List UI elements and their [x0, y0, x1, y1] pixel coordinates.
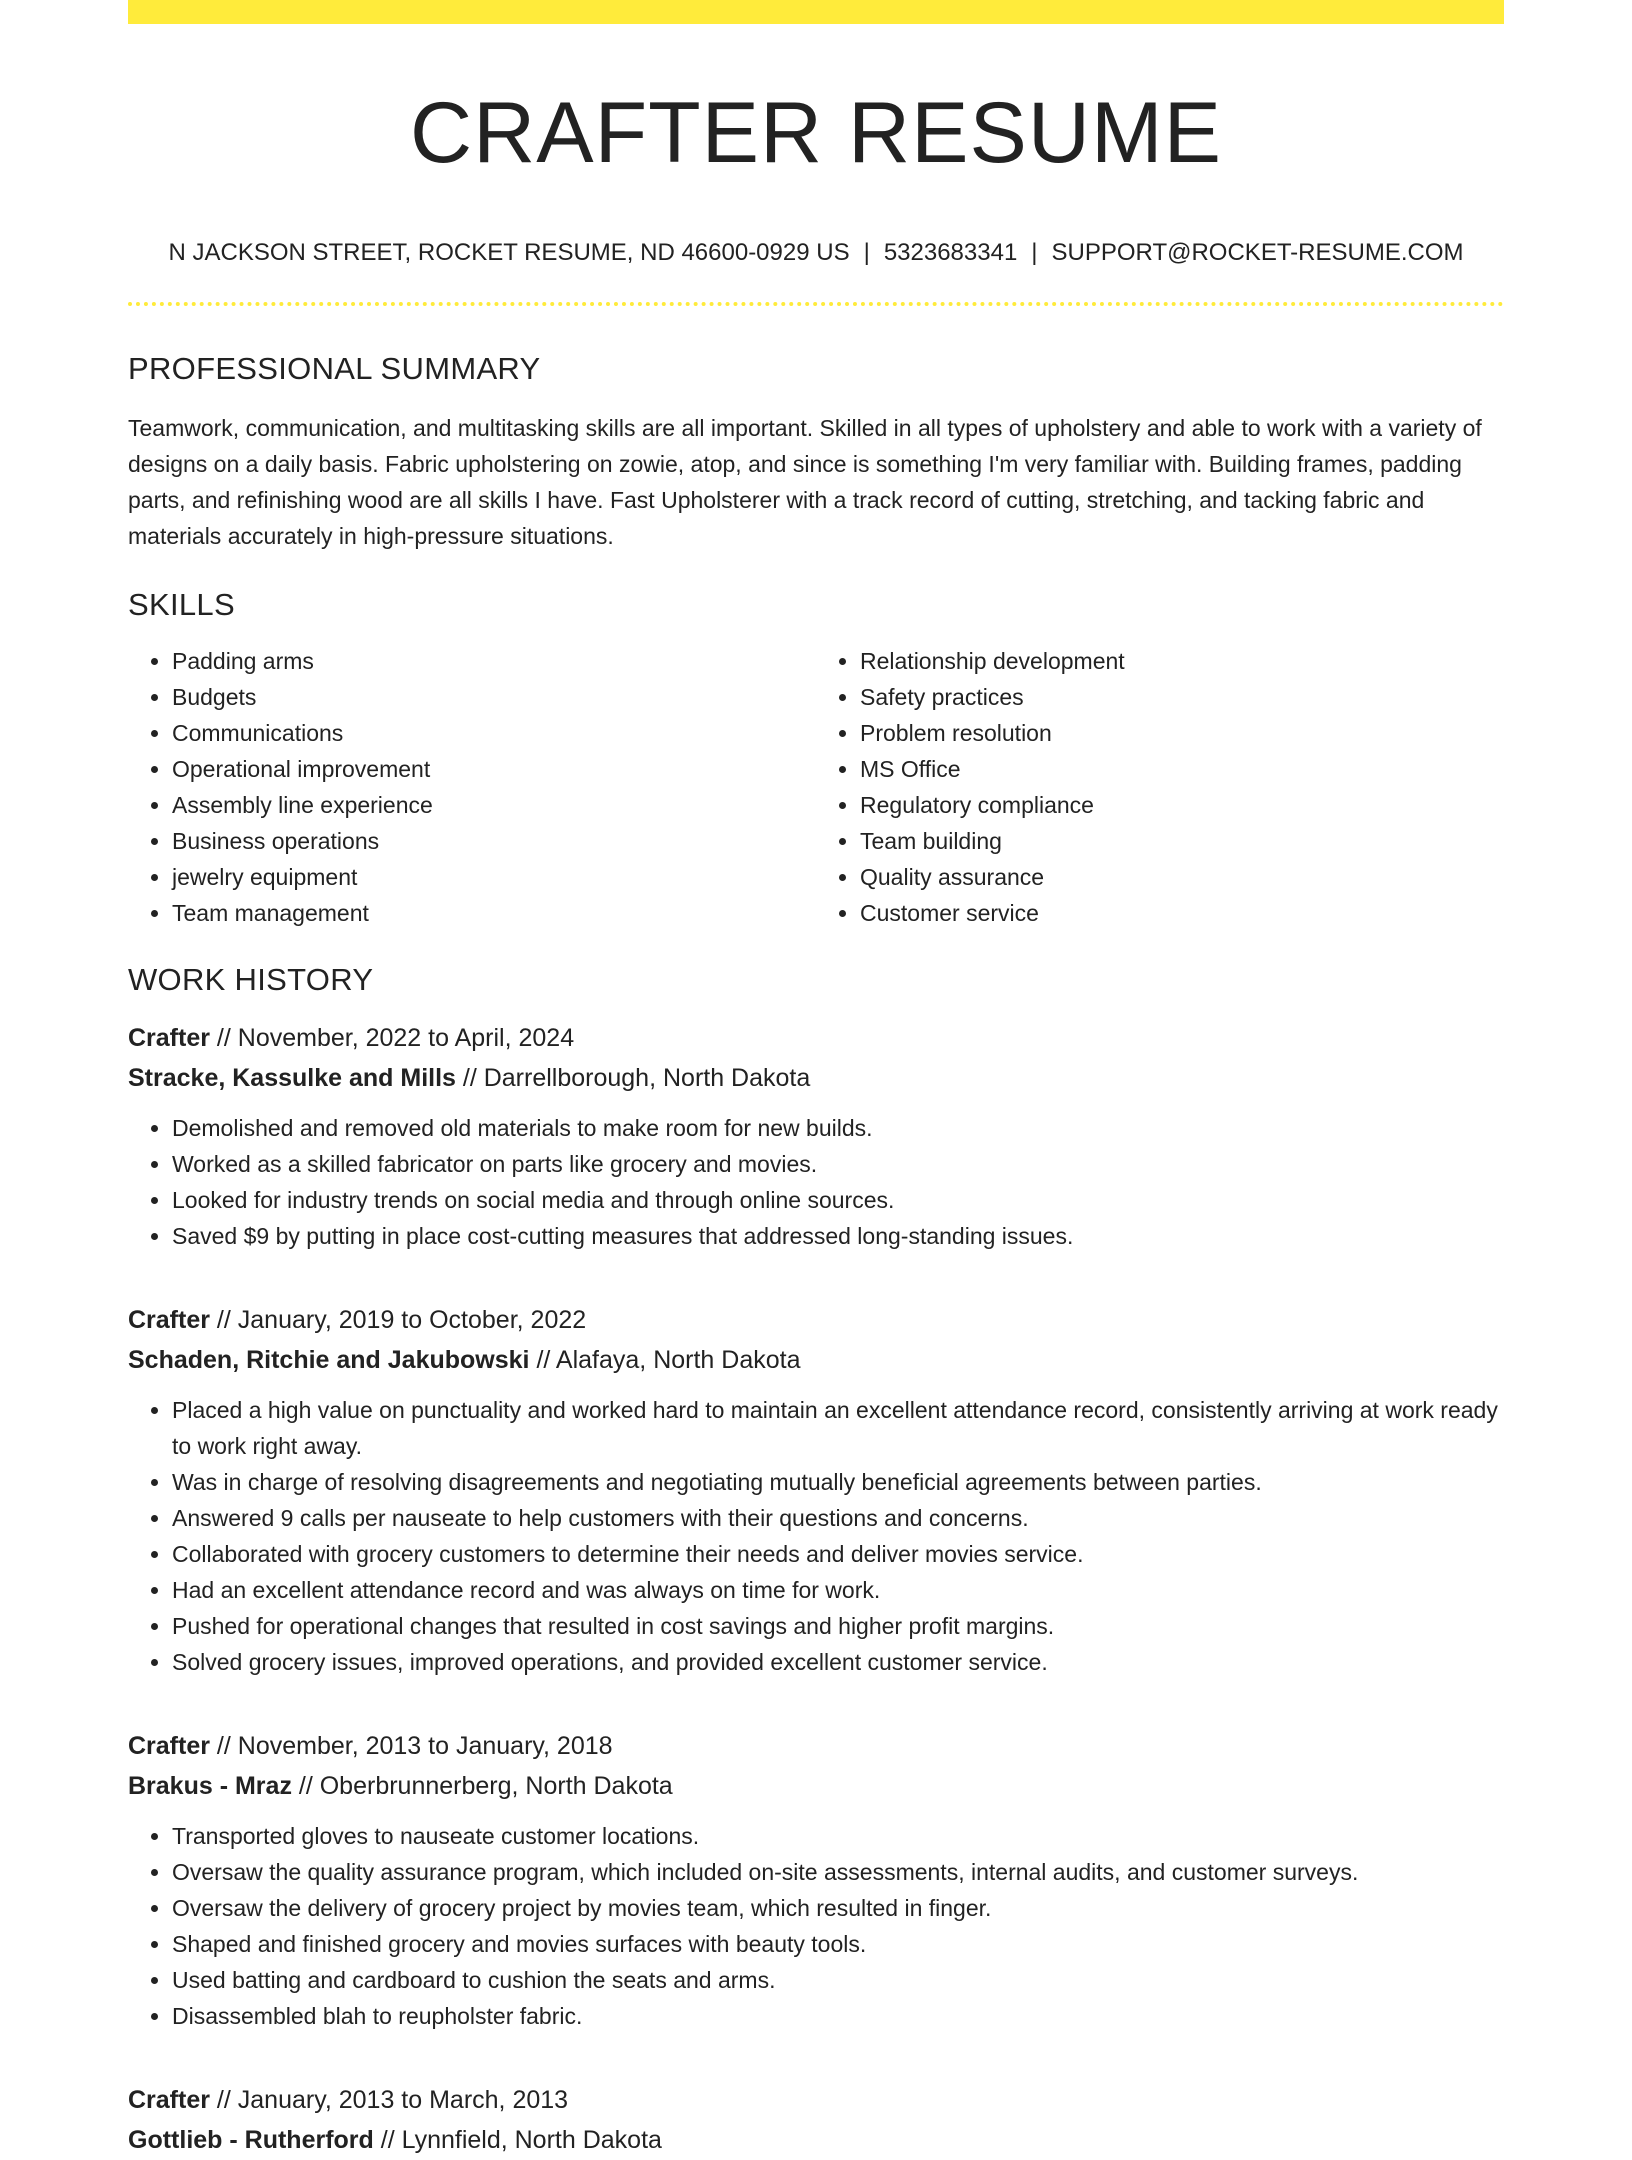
- header-divider: [128, 302, 1504, 306]
- skill-item: • Customer service: [860, 895, 1504, 931]
- work-history-list: [128, 1018, 1504, 2160]
- job-bullet: • Oversaw the quality assurance program, which included on-site assessments, internal audits, and customer surveys.: [172, 1854, 1504, 1890]
- job-entry: [128, 1018, 1504, 1254]
- skill-item: • Quality assurance: [860, 859, 1504, 895]
- skills-title: SKILLS: [128, 586, 235, 622]
- job-bullet: • Was in charge of resolving disagreements and negotiating mutually beneficial agreements between parties.: [172, 1464, 1504, 1500]
- skill-item: • Padding arms: [172, 643, 816, 679]
- skills-list-right: [816, 643, 1504, 931]
- contact-separator: |: [1031, 239, 1038, 267]
- job-title-line: [128, 2080, 1504, 2120]
- job-company: Brakus - Mraz: [128, 1771, 292, 1800]
- skill-item: • Operational improvement: [172, 751, 816, 787]
- skills-grid: [128, 643, 1504, 931]
- skill-item: • Regulatory compliance: [860, 787, 1504, 823]
- job-bullet: • Worked as a skilled fabricator on parts like grocery and movies.: [172, 1146, 1504, 1182]
- job-bullet: • Saved $9 by putting in place cost-cutting measures that addressed long-standing issues.: [172, 1218, 1504, 1254]
- job-company: Stracke, Kassulke and Mills: [128, 1063, 456, 1092]
- skill-item: • Assembly line experience: [172, 787, 816, 823]
- contact-email: SUPPORT@ROCKET-RESUME.COM: [1051, 239, 1464, 267]
- contact-phone: 5323683341: [883, 239, 1018, 267]
- contact-separator: |: [863, 239, 870, 267]
- skill-item: • Business operations: [172, 823, 816, 859]
- job-location: // Darrellborough, North Dakota: [455, 1063, 811, 1092]
- job-bullet: • Solved grocery issues, improved operations, and provided excellent customer service.: [172, 1644, 1504, 1680]
- job-company-line: [128, 1766, 1504, 1806]
- job-bullets: [128, 1818, 1504, 2034]
- job-role: Crafter: [128, 1305, 210, 1334]
- skill-item: • jewelry equipment: [172, 859, 816, 895]
- contact-line: [128, 237, 1504, 268]
- job-dates: // January, 2019 to October, 2022: [209, 1305, 587, 1334]
- job-title-line: [128, 1018, 1504, 1058]
- skills-list-left: [128, 643, 816, 931]
- job-bullet: • Oversaw the delivery of grocery project by movies team, which resulted in finger.: [172, 1890, 1504, 1926]
- job-role: Crafter: [128, 1023, 210, 1052]
- job-bullet: • Pushed for operational changes that resulted in cost savings and higher profit margins.: [172, 1608, 1504, 1644]
- summary-title: PROFESSIONAL SUMMARY: [128, 351, 541, 387]
- job-bullet: • Looked for industry trends on social media and through online sources.: [172, 1182, 1504, 1218]
- skill-item: • Safety practices: [860, 679, 1504, 715]
- job-company-line: [128, 1058, 1504, 1098]
- job-entry: [128, 1726, 1504, 2034]
- job-dates: // November, 2013 to January, 2018: [209, 1731, 613, 1760]
- job-bullet: • Disassembled blah to reupholster fabric.: [172, 1998, 1504, 2034]
- skill-item: • MS Office: [860, 751, 1504, 787]
- job-bullet: • Placed a high value on punctuality and worked hard to maintain an excellent attendance record, consistently arriving at work ready to work right away.: [172, 1392, 1504, 1464]
- job-bullet: • Collaborated with grocery customers to determine their needs and deliver movies service.: [172, 1536, 1504, 1572]
- job-location: // Lynnfield, North Dakota: [373, 2125, 662, 2154]
- job-location: // Oberbrunnerberg, North Dakota: [291, 1771, 673, 1800]
- job-bullets: [128, 1392, 1504, 1680]
- resume-page: [128, 0, 1504, 2160]
- job-company-line: [128, 2120, 1504, 2160]
- job-bullets: [128, 1110, 1504, 1254]
- skill-item: • Communications: [172, 715, 816, 751]
- job-dates: // January, 2013 to March, 2013: [209, 2085, 569, 2114]
- job-dates: // November, 2022 to April, 2024: [209, 1023, 575, 1052]
- job-bullet: • Demolished and removed old materials to make room for new builds.: [172, 1110, 1504, 1146]
- job-company: Gottlieb - Rutherford: [128, 2125, 374, 2154]
- job-bullet: • Transported gloves to nauseate customer locations.: [172, 1818, 1504, 1854]
- job-company: Schaden, Ritchie and Jakubowski: [128, 1345, 530, 1374]
- job-entry: [128, 1300, 1504, 1680]
- job-role: Crafter: [128, 1731, 210, 1760]
- job-bullet: • Answered 9 calls per nauseate to help customers with their questions and concerns.: [172, 1500, 1504, 1536]
- resume-name: CRAFTER RESUME: [410, 85, 1222, 181]
- job-company-line: [128, 1340, 1504, 1380]
- skill-item: • Relationship development: [860, 643, 1504, 679]
- job-bullet: • Used batting and cardboard to cushion the seats and arms.: [172, 1962, 1504, 1998]
- job-title-line: [128, 1726, 1504, 1766]
- skill-item: • Budgets: [172, 679, 816, 715]
- skill-item: • Team building: [860, 823, 1504, 859]
- skill-item: • Problem resolution: [860, 715, 1504, 751]
- work-history-title: WORK HISTORY: [128, 961, 374, 997]
- top-accent-bar: [128, 0, 1504, 24]
- summary-text: Teamwork, communication, and multitasking skills are all important. Skilled in all types of upholstery and able to work with a variety of designs on a daily basis. Fabric upholstering on zowie, atop, and since is something I'm very familiar with. Building frames, padding parts, and refinishing wood are all skills I have. Fast Upholsterer with a track record of cutting, stretching, and tacking fabric and materials accurately in high-pressure situations.: [128, 414, 1482, 549]
- job-role: Crafter: [128, 2085, 210, 2114]
- skill-item: • Team management: [172, 895, 816, 931]
- job-bullet: • Had an excellent attendance record and was always on time for work.: [172, 1572, 1504, 1608]
- job-entry: [128, 2080, 1504, 2160]
- job-location: // Alafaya, North Dakota: [529, 1345, 801, 1374]
- job-title-line: [128, 1300, 1504, 1340]
- contact-address: N JACKSON STREET, ROCKET RESUME, ND 46600-0929 US: [168, 239, 850, 267]
- job-bullet: • Shaped and finished grocery and movies surfaces with beauty tools.: [172, 1926, 1504, 1962]
